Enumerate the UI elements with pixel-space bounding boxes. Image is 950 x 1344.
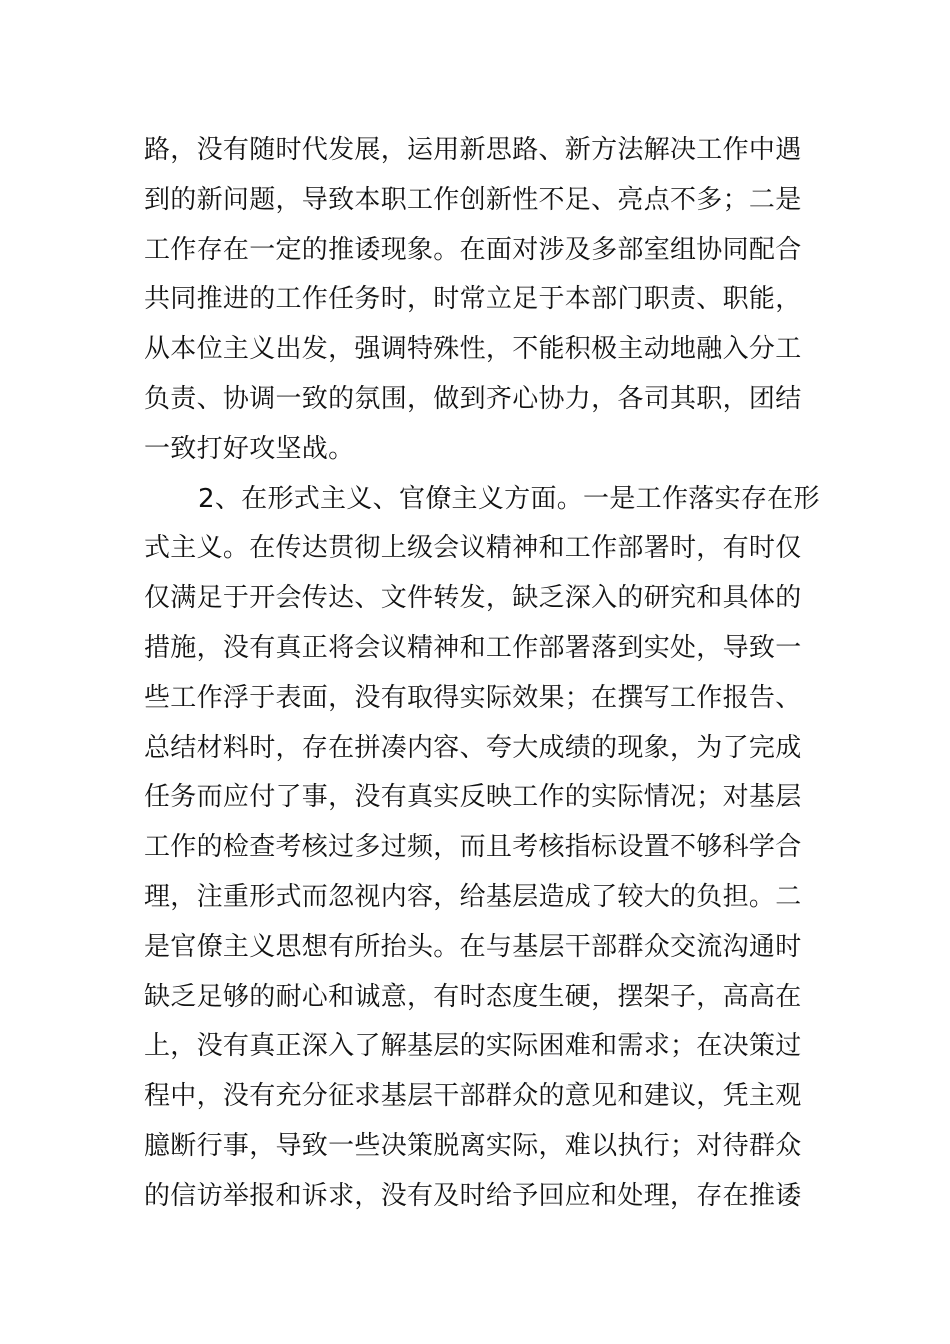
text-line: 理，注重形式而忽视内容，给基层造成了较大的负担。二 [144, 881, 802, 912]
text-line: 负责、协调一致的氛围，做到齐心协力，各司其职，团结 [144, 383, 802, 414]
text-line: 缺乏足够的耐心和诚意，有时态度生硬，摆架子，高高在 [144, 981, 802, 1012]
text-line: 的信访举报和诉求，没有及时给予回应和处理，存在推诿 [144, 1180, 802, 1211]
text-line: 措施，没有真正将会议精神和工作部署落到实处，导致一 [144, 632, 802, 663]
text-line: 是官僚主义思想有所抬头。在与基层干部群众交流沟通时 [144, 931, 802, 962]
text-line: 工作的检查考核过多过频，而且考核指标设置不够科学合 [144, 832, 802, 863]
text-line: 一致打好攻坚战。 [144, 433, 355, 464]
text-line: 式主义。在传达贯彻上级会议精神和工作部署时，有时仅 [144, 533, 802, 564]
text-line: 程中，没有充分征求基层干部群众的意见和建议，凭主观 [144, 1081, 802, 1112]
text-line: 路，没有随时代发展，运用新思路、新方法解决工作中遇 [144, 135, 802, 165]
text-line: 到的新问题，导致本职工作创新性不足、亮点不多；二是 [144, 184, 802, 215]
text-line: 仅满足于开会传达、文件转发，缺乏深入的研究和具体的 [144, 583, 802, 614]
text-line: 些工作浮于表面，没有取得实际效果；在撰写工作报告、 [144, 682, 802, 713]
text-line: 从本位主义出发，强调特殊性，不能积极主动地融入分工 [144, 334, 802, 365]
text-line: 任务而应付了事，没有真实反映工作的实际情况；对基层 [144, 782, 802, 813]
paragraph-start-line: 2、在形式主义、官僚主义方面。一是工作落实存在形 [198, 483, 820, 514]
text-line: 工作存在一定的推诿现象。在面对涉及多部室组协同配合 [144, 234, 802, 265]
text-line: 上，没有真正深入了解基层的实际困难和需求；在决策过 [144, 1031, 802, 1062]
text-line: 臆断行事，导致一些决策脱离实际，难以执行；对待群众 [144, 1130, 802, 1161]
body-text [144, 126, 820, 1222]
text-line: 共同推进的工作任务时，时常立足于本部门职责、职能， [144, 284, 802, 315]
text-line: 总结材料时，存在拼凑内容、夸大成绩的现象，为了完成 [144, 732, 802, 763]
